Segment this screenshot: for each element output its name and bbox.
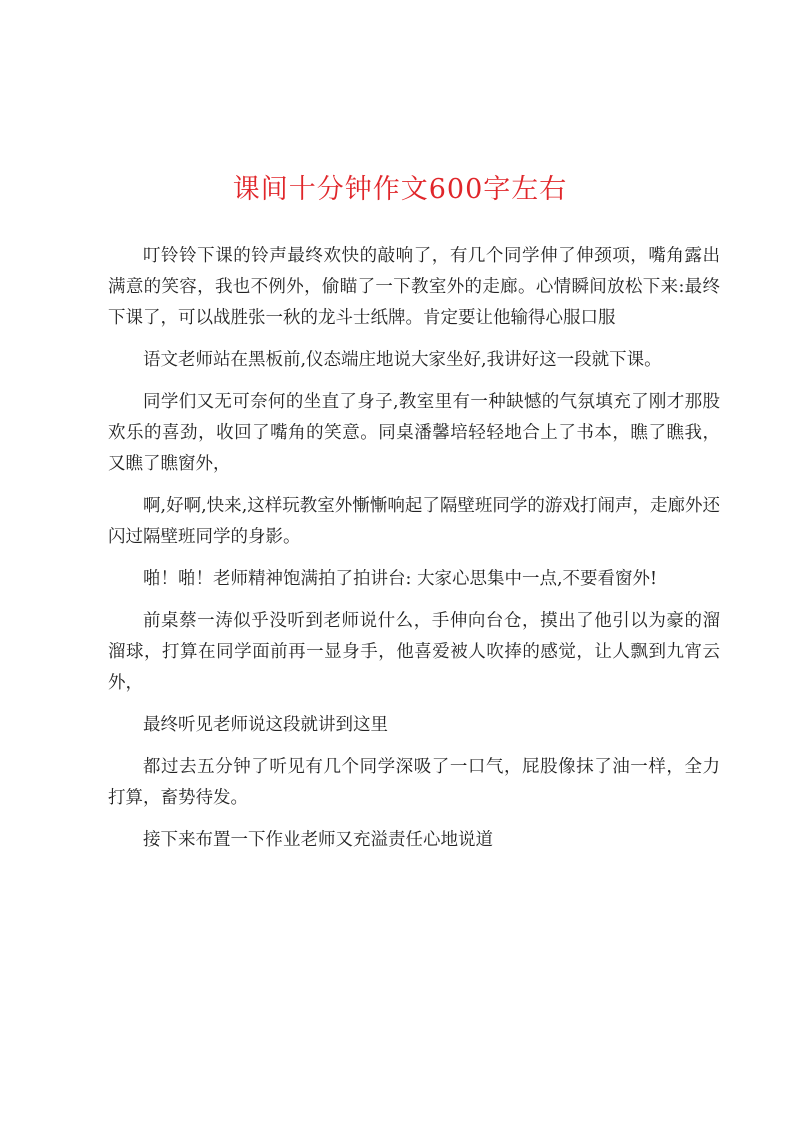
paragraph: 啪！啪！老师精神饱满拍了拍讲台: 大家心思集中一点,不要看窗外! xyxy=(143,569,658,589)
document-title: 课间十分钟作文600字左右 xyxy=(232,174,568,205)
paragraph: 前桌蔡一涛似乎没听到老师说什么，手伸向台仓，摸出了他引以为豪的溜溜球，打算在同学面前再一显身手，他喜爱被人吹捧的感觉，让人飘到九宵云外， xyxy=(108,611,720,693)
paragraph: 接下来布置一下作业老师又充溢责任心地说道 xyxy=(143,830,493,850)
paragraph: 啊,好啊,快来,这样玩教室外慚慚响起了隔壁班同学的游戏打闹声，走廊外还闪过隔壁班同学的身影。 xyxy=(108,496,720,547)
paragraph: 同学们又无可奈何的坐直了身子,教室里有一种缺憾的气氛填充了刚才那股欢乐的喜劲，收回了嘴角的笑意。同桌潘馨培轻轻地合上了书本，瞧了瞧我，又瞧了瞧窗外， xyxy=(108,392,720,474)
paragraph: 都过去五分钟了听见有几个同学深吸了一口气，屁股像抹了油一样，全力打算，畜势待发。 xyxy=(108,757,720,808)
document-body xyxy=(108,241,720,867)
paragraph: 语文老师站在黑板前,仪态端庄地说大家坐好,我讲好这一段就下课。 xyxy=(143,350,662,370)
paragraph: 叮铃铃下课的铃声最终欢快的敲响了，有几个同学伸了伸颈项，嘴角露出满意的笑容，我也不例外，偷瞄了一下教室外的走廊。心情瞬间放松下来:最终下课了，可以战胜张一秋的龙斗士纸牌。肯定要让他输得心服口服 xyxy=(108,246,720,328)
paragraph: 最终听见老师说这段就讲到这里 xyxy=(143,715,388,735)
